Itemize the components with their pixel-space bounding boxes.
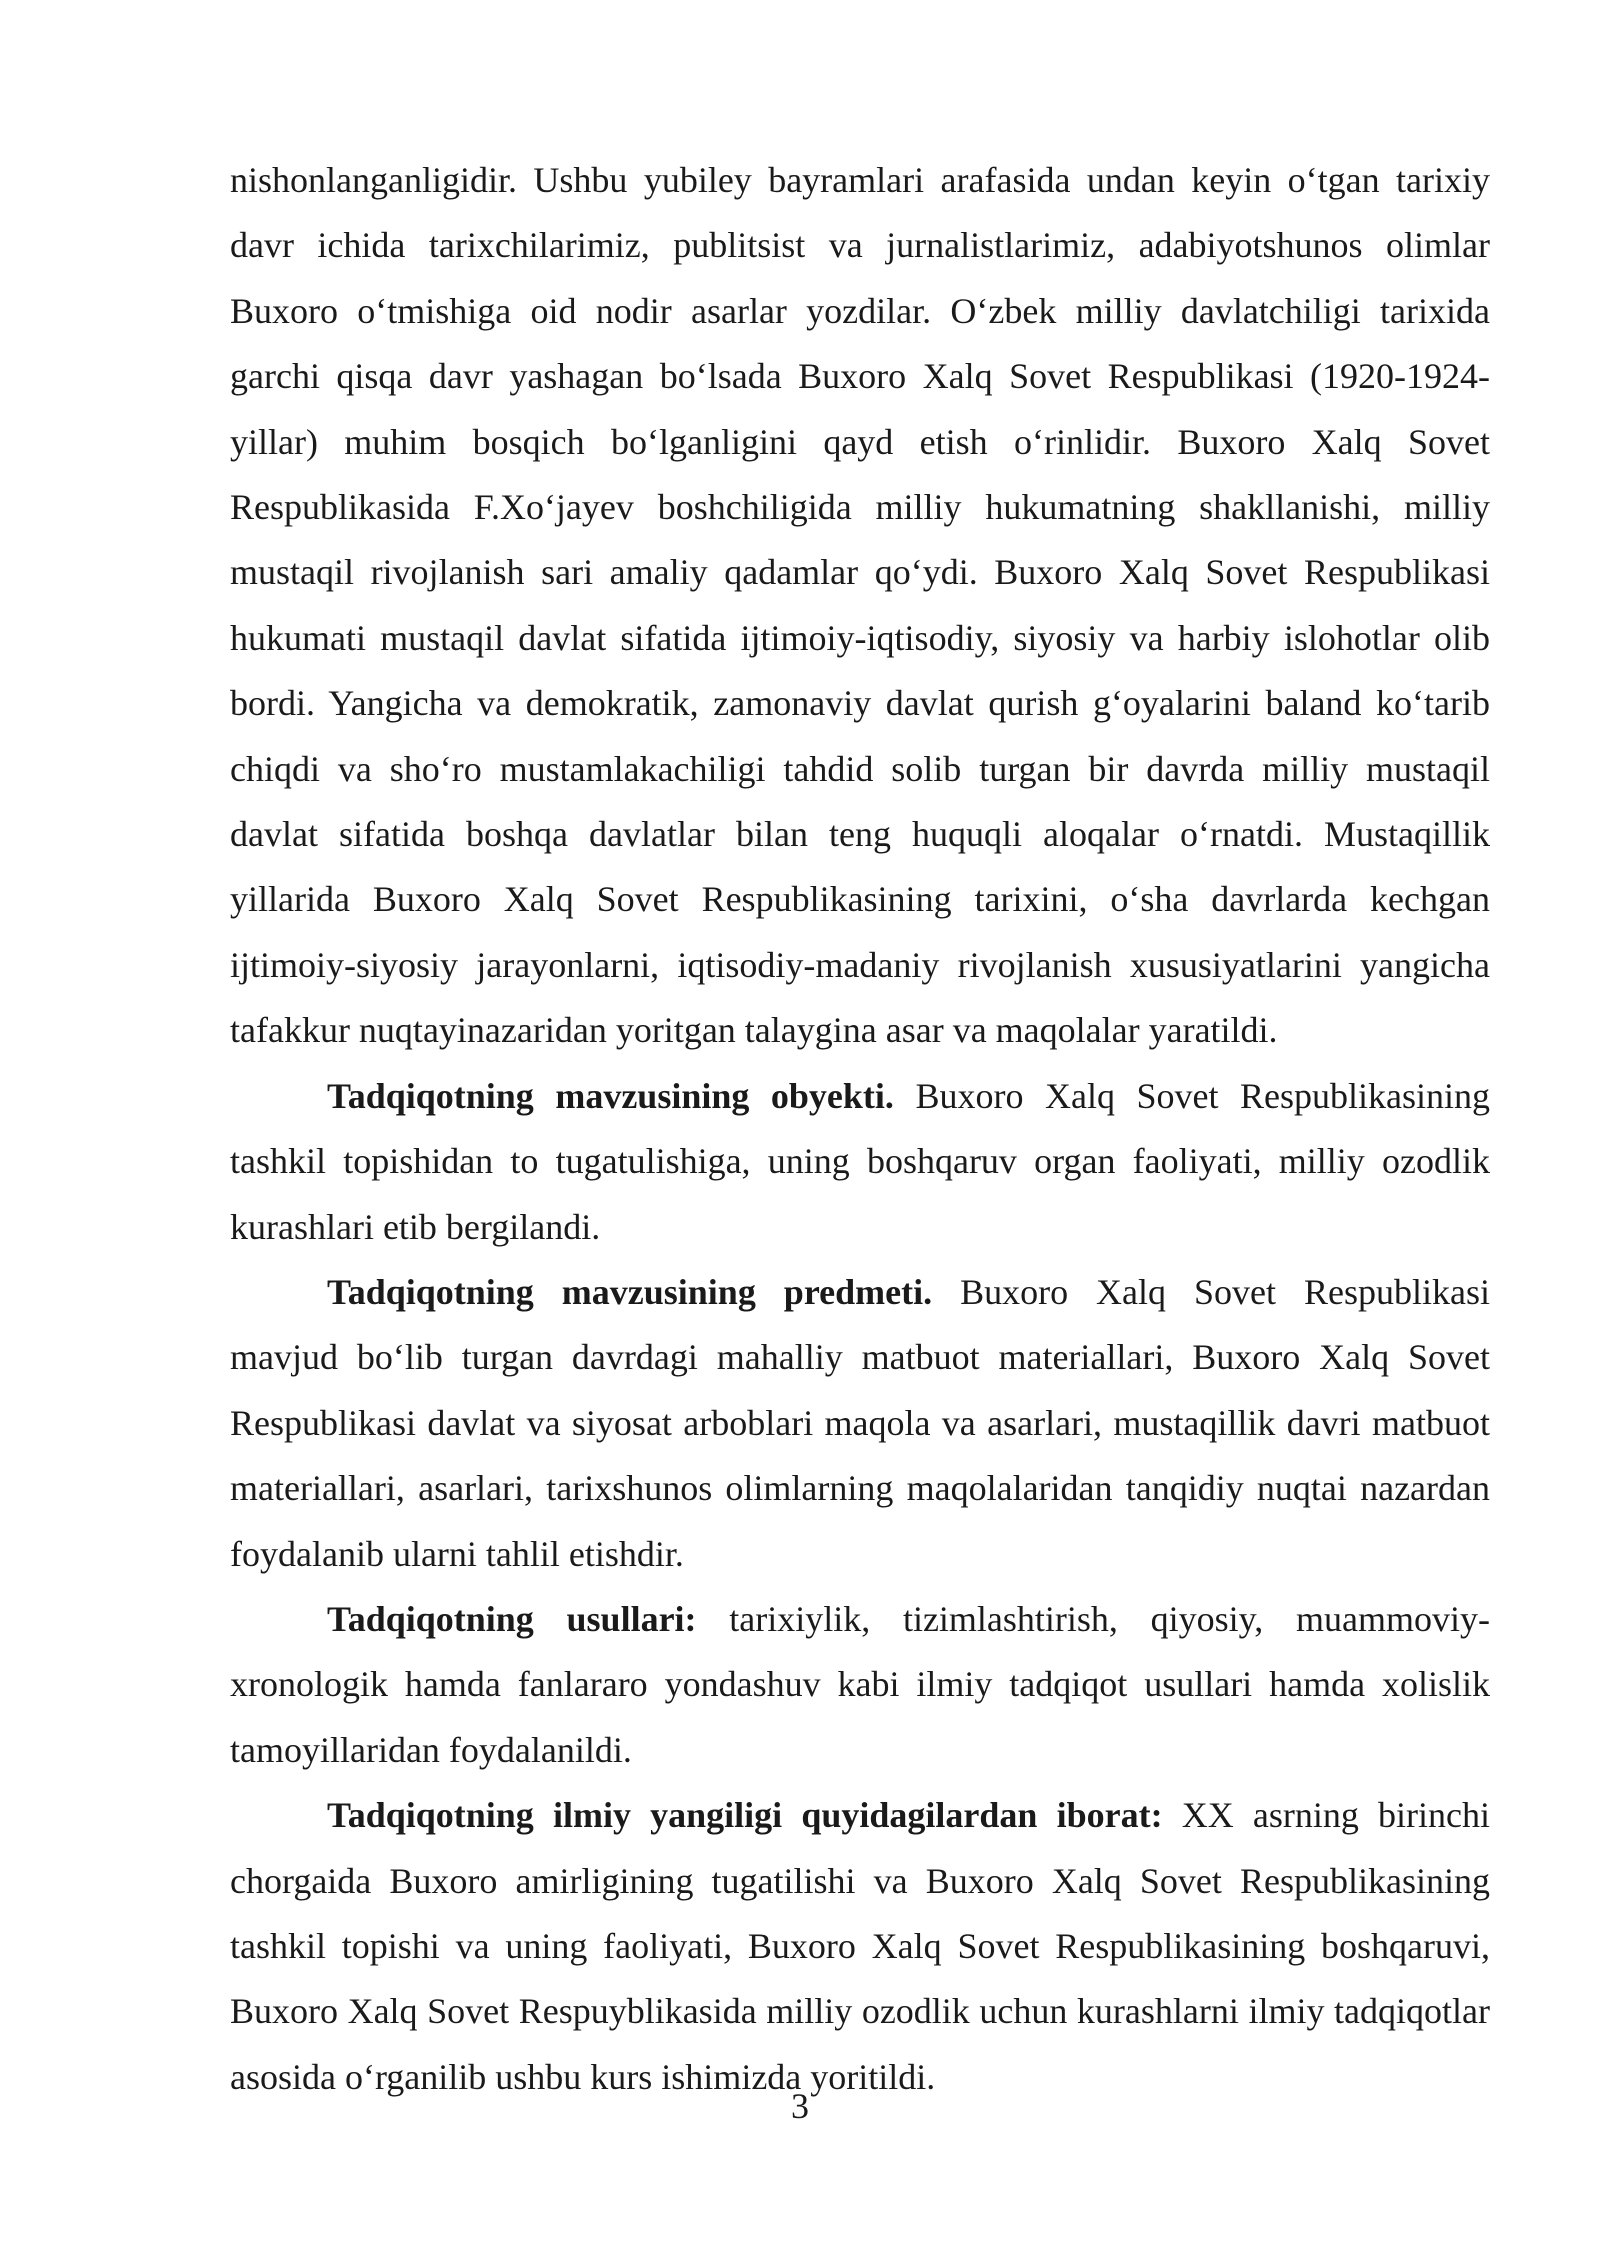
- paragraph-heading: Tadqiqotning usullari:: [327, 1598, 697, 1639]
- paragraph-text: XX asrning birinchi chorgaida Buxoro amirligining tugatilishi va Buxoro Xalq Sovet Respublikasining tashkil topishi va uning faoliyati, Buxoro Xalq Sovet Respublikasining boshqaruvi, Buxoro Xalq Sovet Respuyblikasida milliy ozodlik uchun kurashlarni ilmiy tadqiqotlar asosida o‘rganilib ushbu kurs ishimizda yoritildi.: [230, 1795, 1490, 2097]
- paragraph-text: Buxoro Xalq Sovet Respublikasining tashkil topishidan to tugatulishiga, uning boshqaruv organ faoliyati, milliy ozodlik kurashlari etib bergilandi.: [230, 1075, 1490, 1247]
- paragraph-heading: Tadqiqotning ilmiy yangiligi quyidagilardan iborat:: [327, 1795, 1163, 1836]
- paragraph-text: Buxoro Xalq Sovet Respublikasi mavjud bo‘lib turgan davrdagi mahalliy matbuot materiallari, Buxoro Xalq Sovet Respublikasi davlat va siyosat arboblari maqola va asarlari, mustaqillik davri matbuot materiallari, asarlari, tarixshunos olimlarning maqolalaridan tanqidiy nuqtai nazardan foydalanib ularni tahlil etishdir.: [230, 1271, 1490, 1574]
- paragraph-scientific-novelty: [230, 1783, 1490, 2110]
- paragraph-research-methods: [230, 1587, 1490, 1783]
- paragraph-intro-continuation: [230, 148, 1490, 1064]
- paragraph-text: nishonlanganligidir. Ushbu yubiley bayramlari arafasida undan keyin o‘tgan tarixiy davr ichida tarixchilarimiz, publitsist va jurnalistlarimiz, adabiyotshunos olimlar Buxoro o‘tmishiga oid nodir asarlar yozdilar. O‘zbek milliy davlatchiligi tarixida garchi qisqa davr yashagan bo‘lsada Buxoro Xalq Sovet Respublikasi (1920-1924-yillar) muhim bosqich bo‘lganligini qayd etish o‘rinlidir. Buxoro Xalq Sovet Respublikasida F.Xo‘jayev boshchiligida milliy hukumatning shakllanishi, milliy mustaqil rivojlanish sari amaliy qadamlar qo‘ydi. Buxoro Xalq Sovet Respublikasi hukumati mustaqil davlat sifatida ijtimoiy-iqtisodiy, siyosiy va harbiy islohotlar olib bordi. Yangicha va demokratik, zamonaviy davlat qurish g‘oyalarini baland ko‘tarib chiqdi va sho‘ro mustamlakachiligi tahdid solib turgan bir davrda milliy mustaqil davlat sifatida boshqa davlatlar bilan teng huquqli aloqalar o‘rnatdi. Mustaqillik yillarida Buxoro Xalq Sovet Respublikasining tarixini, o‘sha davrlarda kechgan ijtimoiy-siyosiy jarayonlarni, iqtisodiy-madaniy rivojlanish xususiyatlarini yangicha tafakkur nuqtayinazaridan yoritgan talaygina asar va maqolalar yaratildi.: [230, 160, 1490, 1051]
- paragraph-text: tarixiylik, tizimlashtirish, qiyosiy, muammoviy-xronologik hamda fanlararo yondashuv kabi ilmiy tadqiqot usullari hamda xolislik tamoyillaridan foydalanildi.: [230, 1598, 1490, 1770]
- paragraph-heading: Tadqiqotning mavzusining predmeti.: [327, 1271, 933, 1312]
- paragraph-research-subject: [230, 1260, 1490, 1587]
- paragraph-heading: Tadqiqotning mavzusining obyekti.: [327, 1075, 894, 1116]
- page-number: 3: [791, 2086, 809, 2126]
- document-body: [230, 148, 1490, 2110]
- paragraph-research-object: [230, 1064, 1490, 1260]
